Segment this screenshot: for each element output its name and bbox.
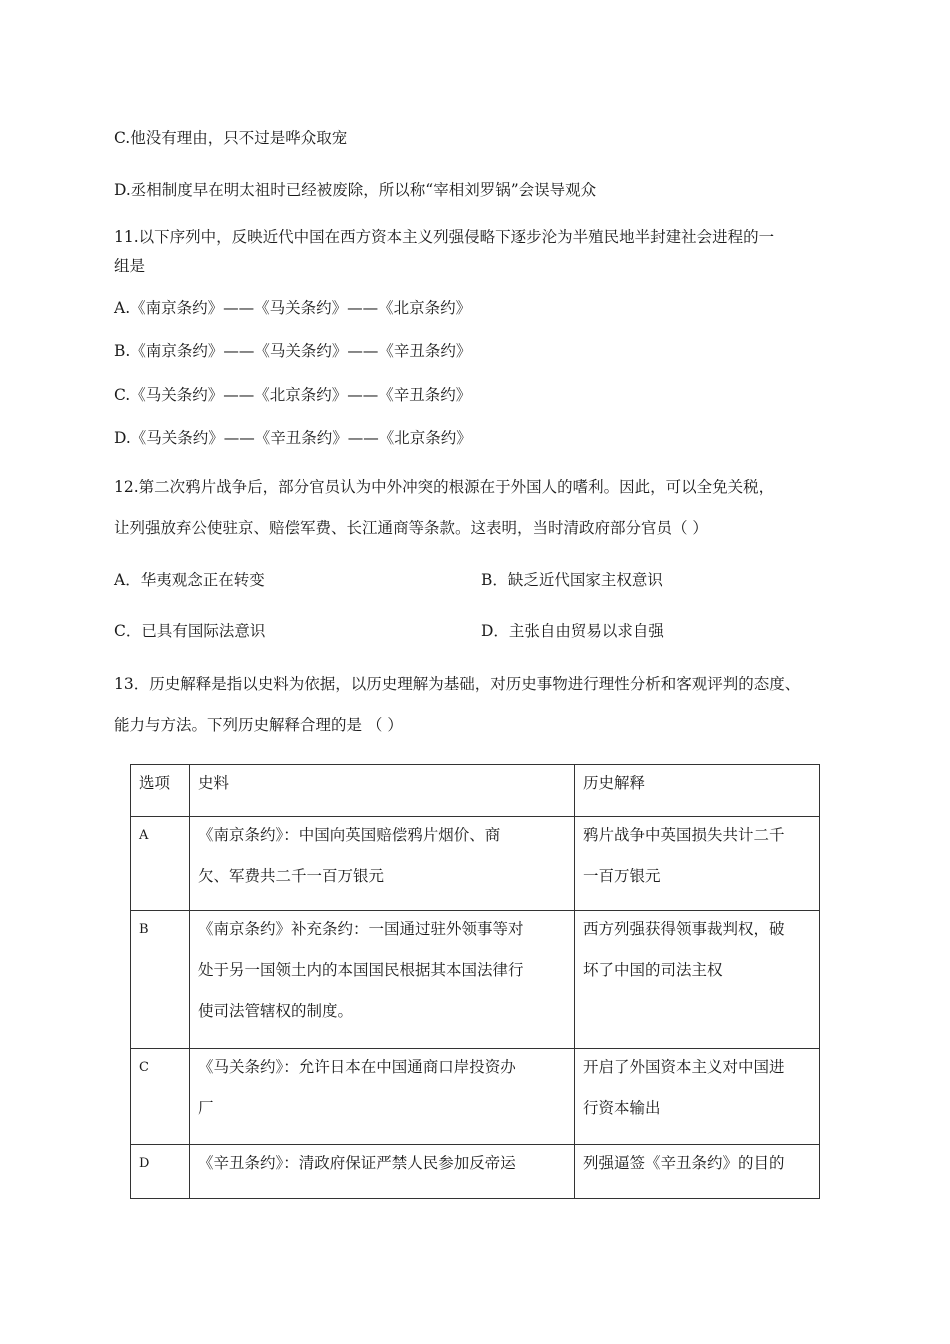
q11-option-a: A.《南京条约》——《马关条约》——《北京条约》	[114, 299, 472, 317]
row-option: B	[131, 911, 190, 1049]
q12-stem: 12.第二次鸦片战争后，部分官员认为中外冲突的根源在于外国人的嗜利。因此，可以全免关税，	[114, 478, 775, 496]
q10-option-c: C.他没有理由，只不过是哗众取宠	[114, 129, 348, 147]
q12-option-b: B．缺乏近代国家主权意识	[481, 571, 663, 589]
table-row	[131, 1145, 820, 1199]
table-header-row	[131, 765, 820, 817]
table-row	[131, 817, 820, 911]
q13-stem-cont: 能力与方法。下列历史解释合理的是 （ ）	[114, 716, 403, 734]
q11-option-b: B.《南京条约》——《马关条约》——《辛丑条约》	[114, 342, 472, 360]
row-option: D	[131, 1145, 190, 1199]
row-explanation: 列强逼签《辛丑条约》的目的	[575, 1145, 820, 1199]
q12-stem-cont: 让列强放弃公使驻京、赔偿军费、长江通商等条款。这表明，当时清政府部分官员（ ）	[114, 519, 708, 537]
table-row	[131, 1049, 820, 1145]
table-row	[131, 911, 820, 1049]
q11-option-c: C.《马关条约》——《北京条约》——《辛丑条约》	[114, 386, 472, 404]
q11-option-d: D.《马关条约》——《辛丑条约》——《北京条约》	[114, 429, 472, 447]
row-source: 《南京条约》补充条约：一国通过驻外领事等对 处于另一国领土内的本国国民根据其本国法律行 使司法管辖权的制度。	[190, 911, 575, 1049]
history-explanation-table	[130, 764, 820, 1199]
q11-stem-cont: 组是	[114, 257, 146, 275]
row-explanation: 鸦片战争中英国损失共计二千 一百万银元	[575, 817, 820, 911]
q12-option-c: C．已具有国际法意识	[114, 622, 266, 640]
header-source: 史料	[190, 765, 575, 817]
row-explanation: 西方列强获得领事裁判权，破 坏了中国的司法主权	[575, 911, 820, 1049]
row-explanation: 开启了外国资本主义对中国进 行资本输出	[575, 1049, 820, 1145]
q11-stem: 11.以下序列中，反映近代中国在西方资本主义列强侵略下逐步沦为半殖民地半封建社会进程的一	[114, 228, 775, 246]
q13-stem: 13．历史解释是指以史料为依据，以历史理解为基础，对历史事物进行理性分析和客观评判的态度、	[114, 675, 801, 693]
row-source: 《南京条约》：中国向英国赔偿鸦片烟价、商 欠、军费共二千一百万银元	[190, 817, 575, 911]
header-option: 选项	[131, 765, 190, 817]
row-option: A	[131, 817, 190, 911]
row-option: C	[131, 1049, 190, 1145]
header-explanation: 历史解释	[575, 765, 820, 817]
row-source: 《辛丑条约》：清政府保证严禁人民参加反帝运	[190, 1145, 575, 1199]
row-source: 《马关条约》：允许日本在中国通商口岸投资办 厂	[190, 1049, 575, 1145]
q12-option-a: A．华夷观念正在转变	[114, 571, 265, 589]
q12-option-d: D．主张自由贸易以求自强	[481, 622, 664, 640]
q10-option-d: D.丞相制度早在明太祖时已经被废除，所以称“宰相刘罗锅”会误导观众	[114, 181, 597, 199]
